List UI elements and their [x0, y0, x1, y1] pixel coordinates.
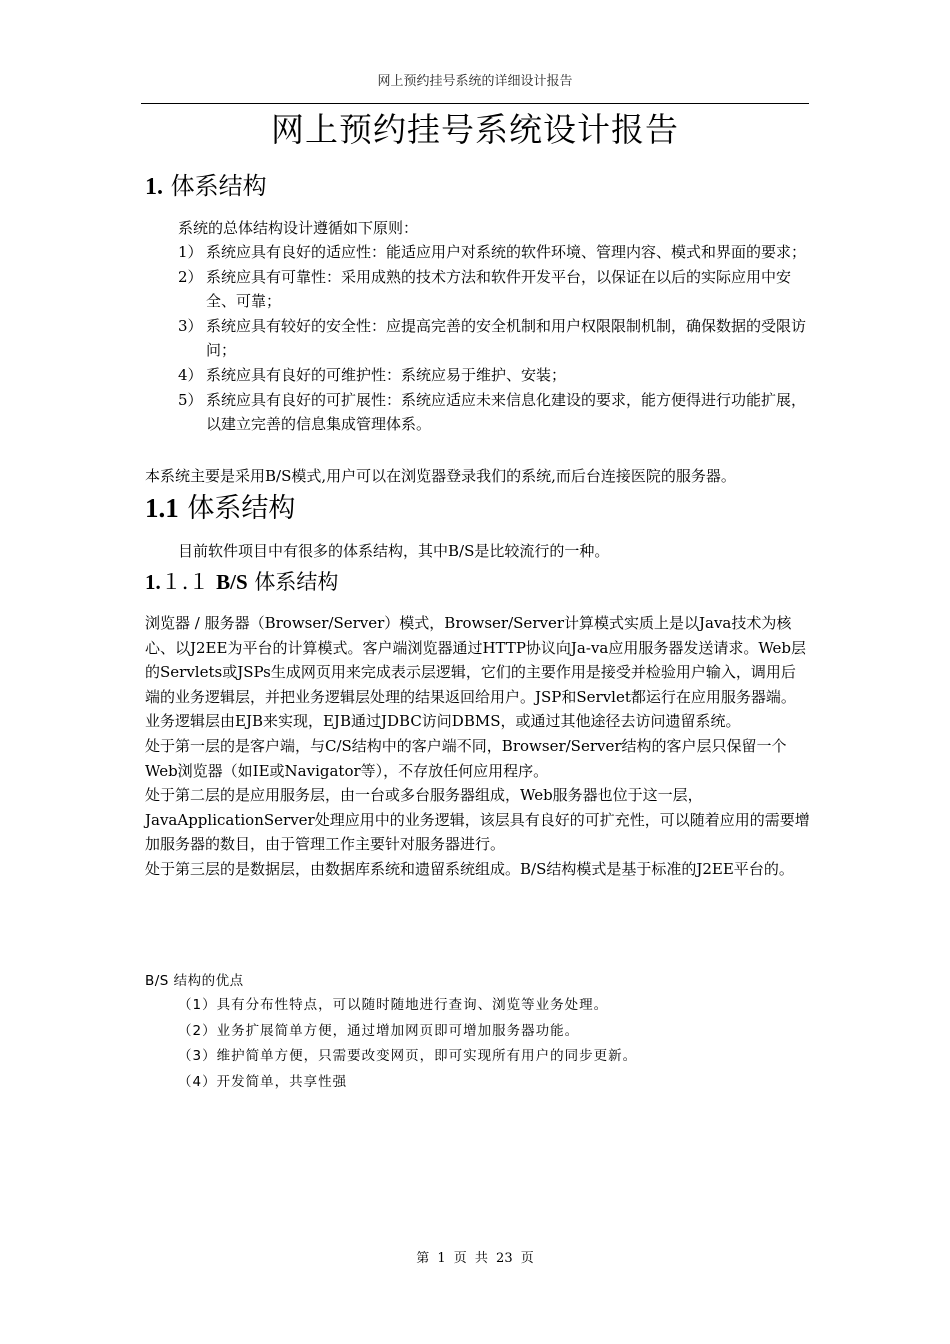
- principle-number: 3）: [178, 316, 203, 335]
- section-1-1-text: 目前软件项目中有很多的体系结构，其中B/S是比较流行的一种。: [178, 542, 610, 560]
- page-footer: 第 1 页 共 23 页: [416, 1251, 534, 1266]
- principle-number: 4）: [178, 365, 203, 384]
- principle-text: 系统应具有良好的可扩展性：系统应适应未来信息化建设的要求，能方便得进行功能扩展，以建立完善的信息集成管理体系。: [206, 390, 807, 434]
- bs-architecture-body: [145, 611, 810, 882]
- principle-item: [178, 265, 810, 314]
- principle-text: 系统应具有较好的安全性：应提高完善的安全机制和用户权限限制机制，确保数据的受限访问；: [206, 316, 807, 360]
- principle-number: 5）: [178, 390, 203, 409]
- body-paragraph: 处于第一层的是客户端，与C/S结构中的客户端不同，Browser/Server结构的客户层只保留一个Web浏览器（如IE或Navigator等），不存放任何应用程序。: [145, 736, 787, 780]
- running-header: 网上预约挂号系统的详细设计报告: [377, 74, 573, 89]
- principle-number: 1）: [178, 243, 203, 261]
- principle-item: [178, 388, 810, 437]
- section-1-1-heading: [145, 486, 295, 525]
- section-1-1-number: 1.1: [145, 493, 179, 523]
- section-1-1-1-number-prefix: 1.: [145, 570, 161, 594]
- principle-item: [178, 314, 810, 363]
- principle-item: [178, 240, 810, 265]
- advantage-item: （3）维护简单方便，只需要改变网页，即可实现所有用户的同步更新。: [178, 1048, 638, 1064]
- principle-text: 系统应具有可靠性：采用成熟的技术方法和软件开发平台，以保证在以后的实际应用中安全、可靠；: [206, 267, 792, 311]
- principle-number: 2）: [178, 267, 203, 286]
- principle-text: 系统应具有良好的可维护性：系统应易于维护、安装；: [206, 365, 567, 384]
- principles-list: [178, 240, 810, 437]
- principle-text: 系统应具有良好的适应性：能适应用户对系统的软件环境、管理内容、模式和界面的要求；: [206, 243, 807, 261]
- advantages-list: [178, 993, 637, 1095]
- advantage-item: （2）业务扩展简单方便，通过增加网页即可增加服务器功能。: [178, 1022, 580, 1039]
- section-1-1-1-title-bold: B/S: [216, 570, 248, 594]
- section-1-summary: 本系统主要是采用B/S模式,用户可以在浏览器登录我们的系统,而后台连接医院的服务器。: [145, 467, 736, 485]
- section-1-1-title: 体系结构: [187, 493, 296, 524]
- document-title: 网上预约挂号系统设计报告: [271, 110, 679, 149]
- section-1-title: 体系结构: [170, 172, 267, 200]
- body-paragraph: 处于第三层的是数据层，由数据库系统和遗留系统组成。B/S结构模式是基于标准的J2EE平台的。: [145, 859, 794, 878]
- body-paragraph: 处于第二层的是应用服务层，由一台或多台服务器组成，Web服务器也位于这一层，JavaApplicationServer处理应用中的业务逻辑，该层具有良好的可扩充性，可以随着应用的需要增加服务器的数目，由于管理工作主要针对服务器进行。: [145, 786, 810, 854]
- section-1-1-1-heading: [145, 566, 338, 596]
- advantage-item: （1）具有分布性特点，可以随时随地进行查询、浏览等业务处理。: [178, 997, 609, 1013]
- section-1-1-1-number-rest: １.１: [160, 570, 210, 594]
- advantage-item: （4）开发简单，共享性强: [178, 1073, 348, 1090]
- section-1-1-1-title: 体系结构: [254, 570, 339, 594]
- principle-item: [178, 363, 810, 388]
- section-1-intro: 系统的总体结构设计遵循如下原则：: [178, 219, 419, 237]
- body-paragraph: 浏览器 / 服务器（Browser/Server）模式，Browser/Server计算模式实质上是以Java技术为核心、以J2EE为平台的计算模式。客户端浏览器通过HTTP协议向Ja-va应用服务器发送请求。Web层的Servlets或JSPs生成网页用来完成表示层逻辑，它们的主要作用是接受并检验用户输入，调用后端的业务逻辑层，并把业务逻辑层处理的结果返回给用户。JSP和Servlet都运行在应用服务器端。业务逻辑层由EJB来实现，EJB通过JDBC访问DBMS，或通过其他途径去访问遗留系统。: [145, 614, 807, 731]
- advantages-title: B/S 结构的优点: [145, 973, 244, 989]
- section-1-number: 1.: [145, 174, 163, 200]
- section-1-heading: [145, 166, 267, 201]
